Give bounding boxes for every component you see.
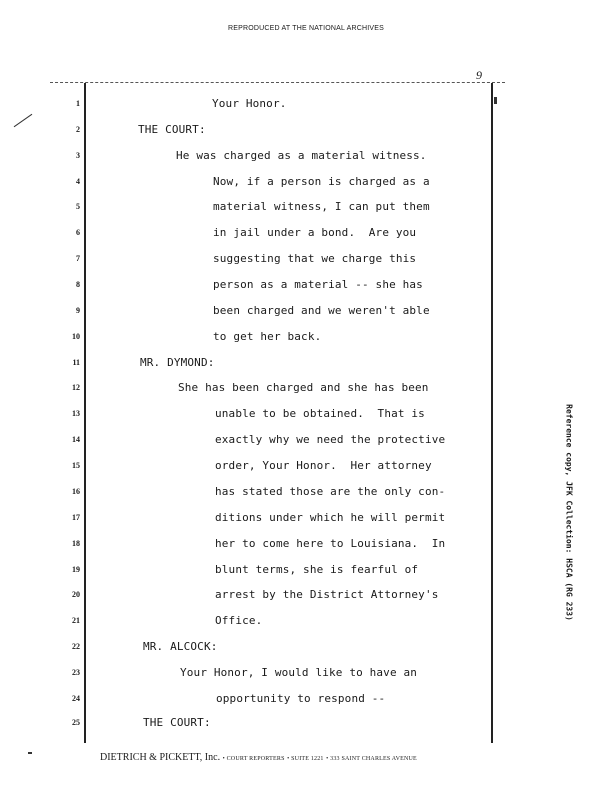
line-number: 10 [72, 332, 80, 341]
transcript-line: arrest by the District Attorney's [215, 588, 439, 601]
line-number: 2 [76, 125, 80, 134]
line-number: 3 [76, 151, 80, 160]
line-number: 1 [76, 99, 80, 108]
transcript-line: He was charged as a material witness. [176, 149, 427, 162]
line-number: 14 [72, 435, 80, 444]
line-number: 13 [72, 409, 80, 418]
line-number: 8 [76, 280, 80, 289]
transcript-line: person as a material -- she has [213, 278, 423, 291]
transcript-line: suggesting that we charge this [213, 252, 417, 265]
transcript-line: Now, if a person is charged as a [213, 175, 430, 188]
transcript-line: order, Your Honor. Her attorney [215, 459, 432, 472]
line-number: 7 [76, 254, 80, 263]
line-number: 15 [72, 461, 80, 470]
transcript-line: Office. [215, 614, 263, 627]
line-number: 18 [72, 539, 80, 548]
transcript-line: She has been charged and she has been [178, 381, 429, 394]
transcript-line: material witness, I can put them [213, 200, 430, 213]
transcript-line: her to come here to Louisiana. In [215, 537, 446, 550]
line-number: 25 [72, 718, 80, 727]
line-number: 5 [76, 202, 80, 211]
footer-role: COURT REPORTERS [226, 756, 285, 762]
reporter-footer: DIETRICH & PICKETT, Inc. • COURT REPORTERS • SUITE 1221 • 333 SAINT CHARLES AVENUE [100, 752, 417, 763]
transcript-line: been charged and we weren't able [213, 304, 430, 317]
transcript-line: ditions under which he will permit [215, 511, 446, 524]
speaker-label: THE COURT: [143, 716, 211, 729]
transcript-line: Your Honor, I would like to have an [180, 666, 418, 679]
transcript-line: to get her back. [213, 330, 322, 343]
speaker-label: MR. ALCOCK: [143, 640, 218, 653]
line-number: 20 [72, 590, 80, 599]
transcript-line: exactly why we need the protective [215, 433, 446, 446]
footer-address: 333 SAINT CHARLES AVENUE [330, 756, 417, 762]
line-number: 22 [72, 642, 80, 651]
speaker-label: MR. DYMOND: [140, 356, 215, 369]
footer-suite: SUITE 1221 [291, 756, 324, 762]
line-number: 17 [72, 513, 80, 522]
transcript-line: in jail under a bond. Are you [213, 226, 417, 239]
line-number: 6 [76, 228, 80, 237]
transcript-line: Your Honor. [212, 97, 287, 110]
line-number: 24 [72, 694, 80, 703]
line-number: 19 [72, 565, 80, 574]
line-number: 11 [72, 358, 80, 367]
line-number: 4 [76, 177, 80, 186]
transcript-line: blunt terms, she is fearful of [215, 563, 419, 576]
margin-mark [14, 114, 33, 127]
line-number: 16 [72, 487, 80, 496]
transcript-line: opportunity to respond -- [216, 692, 386, 705]
margin-mark [494, 97, 497, 104]
transcript-line: unable to be obtained. That is [215, 407, 425, 420]
transcript-line: has stated those are the only con- [215, 485, 446, 498]
firm-name: DIETRICH & PICKETT, Inc. [100, 752, 221, 763]
speaker-label: THE COURT: [138, 123, 206, 136]
line-number: 12 [72, 383, 80, 392]
margin-mark [28, 752, 32, 754]
line-number: 9 [76, 306, 80, 315]
page-number: 9 [476, 68, 482, 82]
reference-stamp: Reference copy, JFK Collection: HSCA (RG 233) [564, 404, 574, 621]
line-number: 23 [72, 668, 80, 677]
line-number: 21 [72, 616, 80, 625]
archive-header: REPRODUCED AT THE NATIONAL ARCHIVES [228, 25, 384, 32]
